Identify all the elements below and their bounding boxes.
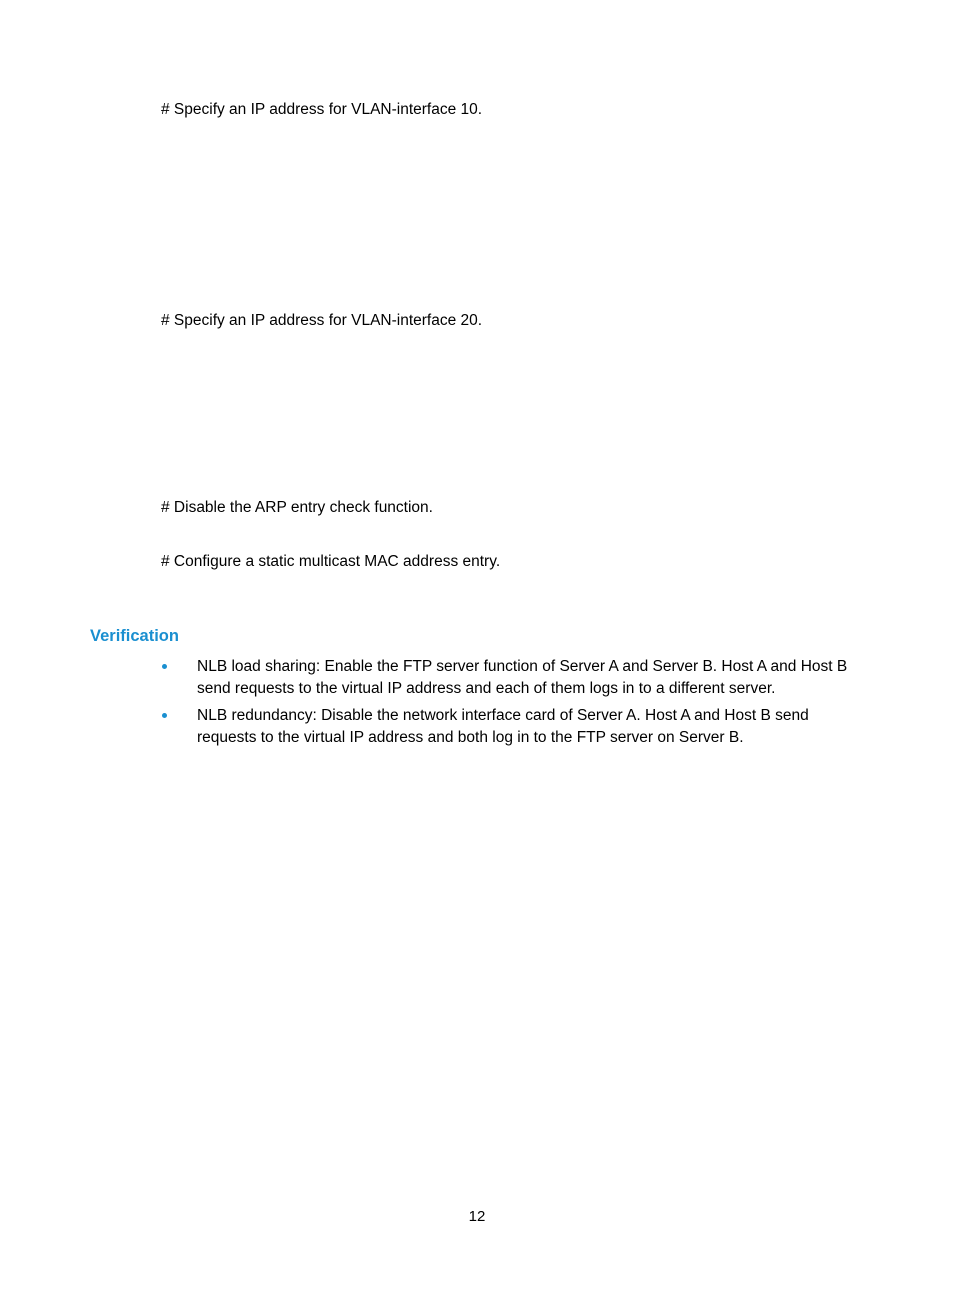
step-vlan20: # Specify an IP address for VLAN-interface 20. <box>161 312 483 329</box>
list-item <box>161 705 871 748</box>
verification-list <box>161 656 871 754</box>
bullet-icon <box>162 664 167 669</box>
verification-heading: Verification <box>90 627 179 645</box>
list-item-text: NLB redundancy: Disable the network interface card of Server A. Host A and Host B send requests to the virtual IP address and both log in to the FTP server on Server B. <box>197 707 809 746</box>
page-number: 12 <box>468 1208 486 1225</box>
step-arp-check: # Disable the ARP entry check function. <box>161 499 433 516</box>
list-item <box>161 656 871 699</box>
step-vlan10: # Specify an IP address for VLAN-interface 10. <box>161 101 483 118</box>
list-item-text: NLB load sharing: Enable the FTP server function of Server A and Server B. Host A and Host B send requests to the virtual IP address and each of them logs in to a different server. <box>197 658 848 697</box>
step-static-mac: # Configure a static multicast MAC address entry. <box>161 553 501 570</box>
bullet-icon <box>162 713 167 718</box>
